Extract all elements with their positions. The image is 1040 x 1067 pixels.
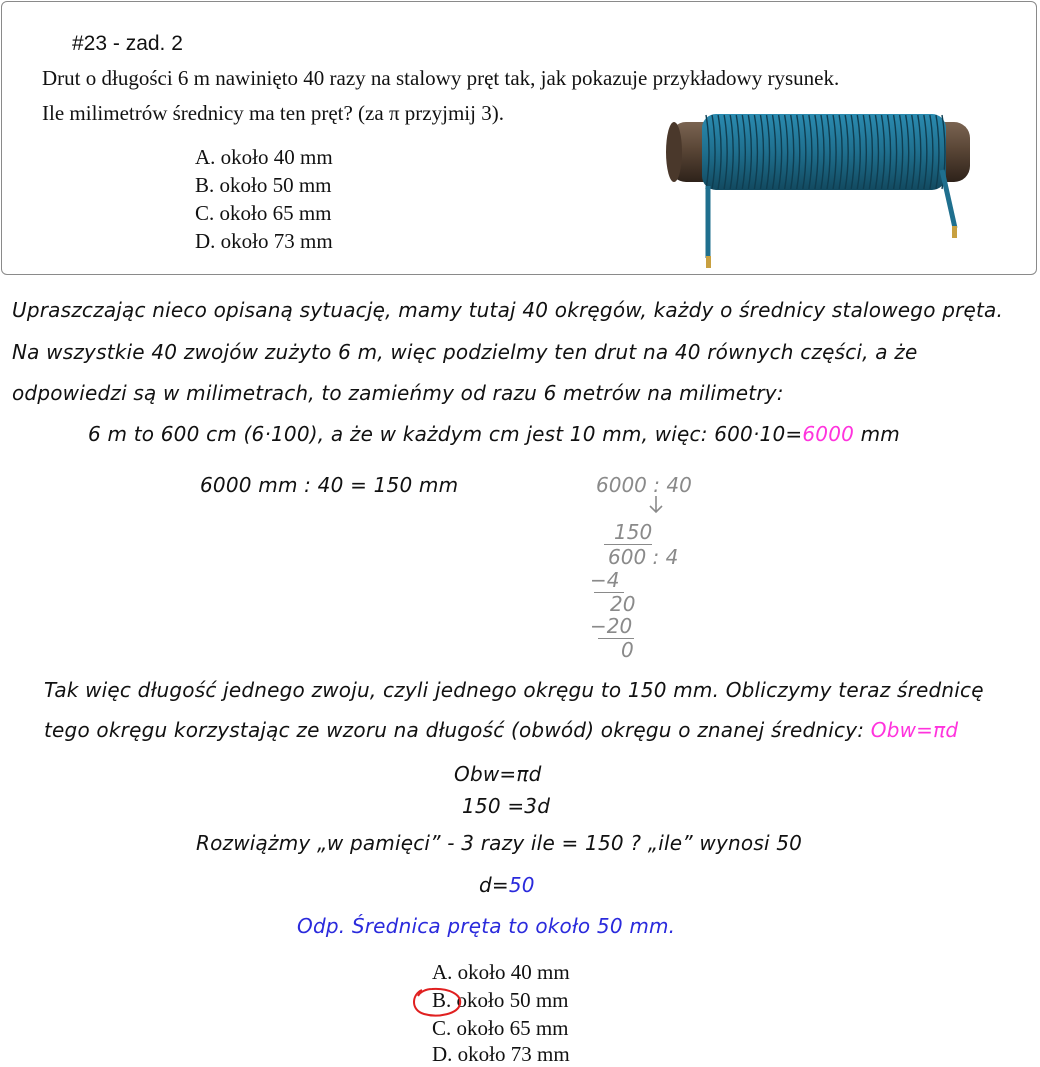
division-rem-2: 0 <box>621 638 634 662</box>
problem-option-b: B. około 50 mm <box>195 173 332 197</box>
solution-p2-line-1: Tak więc długość jednego zwoju, czyli jednego okręgu to 150 mm. Obliczymy teraz średnicę <box>44 678 984 702</box>
coil-illustration <box>660 108 980 274</box>
problem-number: #23 - zad. 2 <box>72 32 183 55</box>
problem-option-d: D. około 73 mm <box>195 229 333 253</box>
division-dividend: 600 : 4 <box>608 545 679 569</box>
answer-option-a: A. około 40 mm <box>432 960 570 984</box>
conversion-text: 6 m to 600 cm (6·100), a że w każdym cm jest 10 mm, więc: 600·10= <box>88 422 803 446</box>
solution-line-2: Na wszystkie 40 zwojów zużyto 6 m, więc podzielmy ten drut na 40 równych części, a że <box>12 340 918 364</box>
d-result <box>479 873 535 897</box>
mental-calc: Rozwiążmy „w pamięci” - 3 razy ile = 150 ? „ile” wynosi 50 <box>196 831 803 855</box>
division-rem-1: 20 <box>610 592 636 616</box>
equation-2: 150 =3d <box>462 794 551 818</box>
problem-line-2: Ile milimetrów średnicy ma ten pręt? (za π przyjmij 3). <box>42 101 504 125</box>
conversion-line <box>88 422 900 446</box>
answer-circle-icon <box>408 984 466 1020</box>
equation-1: Obw=πd <box>454 762 542 786</box>
division-sub-1: −4 <box>590 568 620 592</box>
answer-option-c: C. około 65 mm <box>432 1016 569 1040</box>
d-value: 50 <box>508 873 535 897</box>
formula-highlight: Obw=πd <box>870 718 959 742</box>
division-quotient: 150 <box>614 520 653 544</box>
solution-line-1: Upraszczając nieco opisaną sytuację, mamy tutaj 40 okręgów, każdy o średnicy stalowego pręta. <box>12 298 1004 322</box>
solution-p2-line-2 <box>44 718 958 742</box>
problem-option-c: C. około 65 mm <box>195 201 332 225</box>
solution-p2-text: tego okręgu korzystając ze wzoru na długość (obwód) okręgu o znanej średnicy: <box>44 718 871 742</box>
division-result: 6000 mm : 40 = 150 mm <box>200 473 459 497</box>
solution-line-3: odpowiedzi są w milimetrach, to zamieńmy od razu 6 metrów na milimetry: <box>12 381 784 405</box>
conversion-highlight: 6000 <box>802 422 855 446</box>
final-answer: Odp. Średnica pręta to około 50 mm. <box>297 914 676 938</box>
answer-option-d: D. około 73 mm <box>432 1042 570 1066</box>
d-label: d= <box>479 873 509 897</box>
answer-option-b: B. około 50 mm <box>432 988 569 1012</box>
arrow-down-icon <box>640 494 670 518</box>
division-work-top: 6000 : 40 <box>596 473 692 497</box>
problem-option-a: A. około 40 mm <box>195 145 333 169</box>
problem-line-1: Drut o długości 6 m nawinięto 40 razy na stalowy pręt tak, jak pokazuje przykładowy rysunek. <box>42 66 840 90</box>
conversion-unit: mm <box>854 422 900 446</box>
division-sub-2: −20 <box>590 614 633 638</box>
